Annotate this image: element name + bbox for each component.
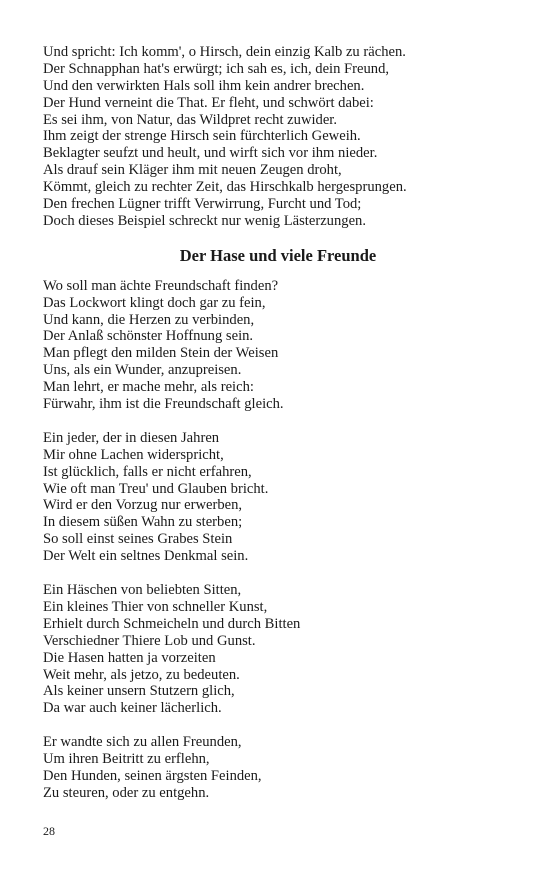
- verse-line: Man pflegt den milden Stein der Weisen: [43, 345, 279, 362]
- verse-line: Der Welt ein seltnes Denkmal sein.: [43, 548, 249, 565]
- text-line: Und den verwirkten Hals soll ihm kein andrer brechen.: [43, 77, 365, 94]
- text-line: Den frechen Lügner trifft Verwirrung, Furcht und Tod;: [43, 196, 362, 213]
- text-line: Ihm zeigt der strenge Hirsch sein fürchterlich Geweih.: [43, 128, 361, 145]
- stanza-gap: [43, 565, 513, 582]
- text-line: Der Hund verneint die That. Er fleht, und schwört dabei:: [43, 94, 374, 111]
- verse-line: Verschiedner Thiere Lob und Gunst.: [43, 632, 256, 649]
- text-line: Kömmt, gleich zu rechter Zeit, das Hirschkalb hergesprungen.: [43, 179, 407, 196]
- stanza: [43, 430, 513, 565]
- verse-line: Das Lockwort klingt doch gar zu fein,: [43, 294, 266, 311]
- stanza-gap: [43, 413, 513, 430]
- text-line: Es sei ihm, von Natur, das Wildpret recht zuwider.: [43, 111, 338, 128]
- verse-line: Weit mehr, als jetzo, zu bedeuten.: [43, 666, 240, 683]
- stanza-gap: [43, 717, 513, 734]
- verse-line: Wie oft man Treu' und Glauben bricht.: [43, 480, 269, 497]
- verse-line: Mir ohne Lachen widerspricht,: [43, 446, 224, 463]
- verse-line: Wo soll man ächte Freundschaft finden?: [43, 277, 279, 294]
- verse-line: Ein jeder, der in diesen Jahren: [43, 429, 220, 446]
- verse-line: Fürwahr, ihm ist die Freundschaft gleich.: [43, 396, 284, 413]
- verse-line: In diesem süßen Wahn zu sterben;: [43, 514, 243, 531]
- verse-line: Da war auch keiner lächerlich.: [43, 700, 222, 717]
- text-line: Doch dieses Beispiel schreckt nur wenig Lästerzungen.: [43, 212, 366, 229]
- stanza: [43, 734, 513, 802]
- verse-line: Als keiner unsern Stutzern glich,: [43, 683, 235, 700]
- text-line: Als drauf sein Kläger ihm mit neuen Zeugen droht,: [43, 162, 342, 179]
- text-line: Und spricht: Ich komm', o Hirsch, dein einzig Kalb zu rächen.: [43, 44, 406, 60]
- verse-line: So soll einst seines Grabes Stein: [43, 531, 233, 548]
- verse-line: Den Hunden, seinen ärgsten Feinden,: [43, 767, 262, 784]
- text-line: Beklagter seufzt und heult, und wirft sich vor ihm nieder.: [43, 145, 378, 162]
- stanza: [43, 278, 513, 413]
- page-number: 28: [43, 824, 55, 838]
- verse-line: Uns, als ein Wunder, anzupreisen.: [43, 362, 242, 379]
- verse-line: Ein kleines Thier von schneller Kunst,: [43, 598, 268, 615]
- verse-line: Ein Häschen von beliebten Sitten,: [43, 582, 242, 599]
- verse-line: Erhielt durch Schmeicheln und durch Bitten: [43, 615, 301, 632]
- previous-poem-ending: [43, 44, 513, 230]
- verse-line: Wird er den Vorzug nur erwerben,: [43, 497, 243, 514]
- stanza: [43, 582, 513, 717]
- verse-line: Der Anlaß schönster Hoffnung sein.: [43, 328, 254, 345]
- verse-line: Um ihren Beitritt zu erflehn,: [43, 751, 210, 768]
- verse-line: Zu steuren, oder zu entgehn.: [43, 784, 210, 801]
- poem-title: Der Hase und viele Freunde: [179, 245, 377, 265]
- text-line: Der Schnapphan hat's erwürgt; ich sah es, ich, dein Freund,: [43, 60, 390, 77]
- verse-line: Er wandte sich zu allen Freunden,: [43, 734, 242, 751]
- verse-line: Die Hasen hatten ja vorzeiten: [43, 649, 216, 666]
- verse-line: Man lehrt, er mache mehr, als reich:: [43, 379, 254, 396]
- verse-line: Und kann, die Herzen zu verbinden,: [43, 311, 255, 328]
- page-body: [43, 44, 513, 802]
- verse-line: Ist glücklich, falls er nicht erfahren,: [43, 463, 252, 480]
